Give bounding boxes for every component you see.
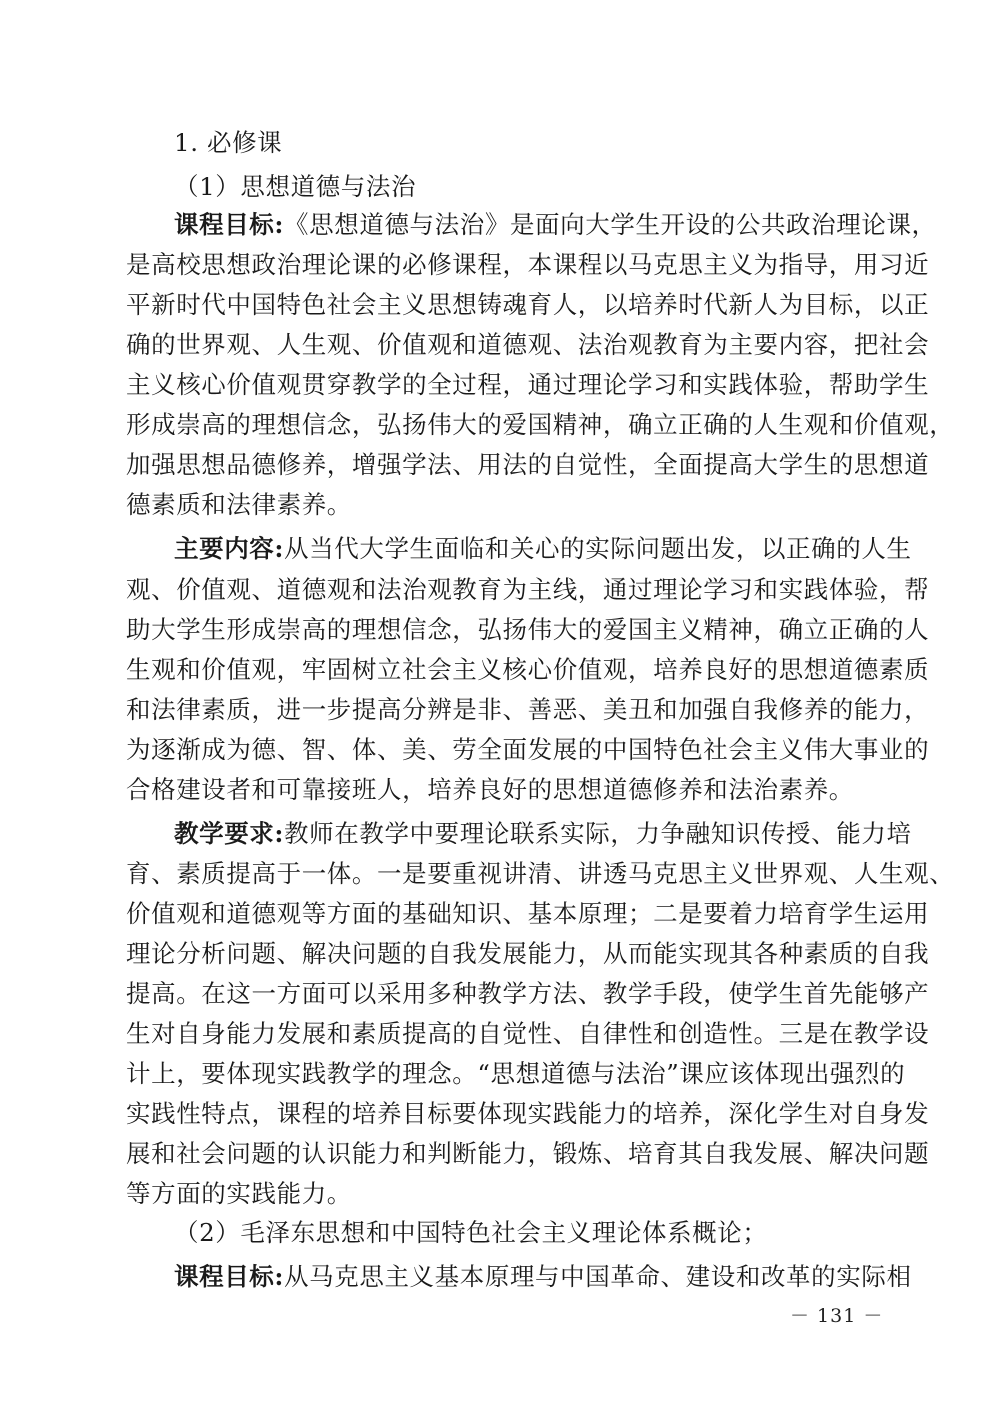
course1-goal-line-4: 主义核心价值观贯穿教学的全过程，通过理论学习和实践体验，帮助学生 xyxy=(126,370,930,399)
course2-goal-label: 课程目标: xyxy=(174,1262,285,1291)
course1-content-line-6: 合格建设者和可靠接班人，培养良好的思想道德修养和法治素养。 xyxy=(126,775,854,804)
course1-goal-line-3: 确的世界观、人生观、价值观和道德观、法治观教育为主要内容，把社会 xyxy=(126,330,930,359)
course1-req-line-9: 等方面的实践能力。 xyxy=(126,1179,352,1208)
course1-content-line-2: 助大学生形成崇高的理想信念，弘扬伟大的爱国主义精神，确立正确的人 xyxy=(126,615,930,644)
course1-req-line-1: 育、素质提高于一体。一是要重视讲清、讲透马克思主义世界观、人生观、 xyxy=(126,859,955,888)
course1-req-line-7: 实践性特点，课程的培养目标要体现实践能力的培养，深化学生对自身发 xyxy=(126,1099,930,1128)
course1-content-label: 主要内容: xyxy=(174,534,285,563)
course1-goal-label: 课程目标: xyxy=(174,210,285,239)
course1-req-line-6: 计上，要体现实践教学的理念。“思想道德与法治”课应该体现出强烈的 xyxy=(126,1059,906,1088)
course1-goal-line-7: 德素质和法律素养。 xyxy=(126,490,352,519)
course1-content-text: 从当代大学生面临和关心的实际问题出发，以正确的人生 xyxy=(284,534,912,563)
course1-req-line-8: 展和社会问题的认识能力和判断能力，锻炼、培育其自我发展、解决问题 xyxy=(126,1139,930,1168)
course1-content-line-3: 生观和价值观，牢固树立社会主义核心价值观，培养良好的思想道德素质 xyxy=(126,655,930,684)
course2-goal-line-0 xyxy=(174,1262,912,1291)
course1-title: （1）思想道德与法治 xyxy=(174,172,417,201)
course1-goal-line-2: 平新时代中国特色社会主义思想铸魂育人，以培养时代新人为目标，以正 xyxy=(126,290,930,319)
course1-content-line-0 xyxy=(174,534,912,563)
course1-content-line-4: 和法律素质，进一步提高分辨是非、善恶、美丑和加强自我修养的能力， xyxy=(126,695,930,724)
course1-req-line-3: 理论分析问题、解决问题的自我发展能力，从而能实现其各种素质的自我 xyxy=(126,939,930,968)
course1-req-line-0 xyxy=(174,819,912,848)
course1-goal-line-6: 加强思想品德修养，增强学法、用法的自觉性，全面提高大学生的思想道 xyxy=(126,450,930,479)
course1-req-line-2: 价值观和道德观等方面的基础知识、基本原理；二是要着力培育学生运用 xyxy=(126,899,930,928)
course1-goal-line-1: 是高校思想政治理论课的必修课程，本课程以马克思主义为指导，用习近 xyxy=(126,250,930,279)
course1-content-line-5: 为逐渐成为德、智、体、美、劳全面发展的中国特色社会主义伟大事业的 xyxy=(126,735,930,764)
course2-goal-text: 从马克思主义基本原理与中国革命、建设和改革的实际相 xyxy=(284,1262,912,1291)
course1-goal-line-5: 形成崇高的理想信念，弘扬伟大的爱国精神，确立正确的人生观和价值观， xyxy=(126,410,955,439)
course2-title: （2）毛泽东思想和中国特色社会主义理论体系概论； xyxy=(174,1218,768,1247)
course1-req-text: 教师在教学中要理论联系实际，力争融知识传授、能力培 xyxy=(284,819,912,848)
course1-req-line-5: 生对自身能力发展和素质提高的自觉性、自律性和创造性。三是在教学设 xyxy=(126,1019,930,1048)
course1-goal-line-0 xyxy=(174,210,937,239)
course1-goal-text: 《思想道德与法治》是面向大学生开设的公共政治理论课， xyxy=(284,210,937,239)
page-number: － 131 － xyxy=(790,1305,884,1327)
course1-content-line-1: 观、价值观、道德观和法治观教育为主线，通过理论学习和实践体验，帮 xyxy=(126,575,930,604)
course1-req-label: 教学要求: xyxy=(174,819,285,848)
section-heading-required: 1. 必修课 xyxy=(174,128,283,157)
course1-req-line-4: 提高。在这一方面可以采用多种教学方法、教学手段，使学生首先能够产 xyxy=(126,979,930,1008)
